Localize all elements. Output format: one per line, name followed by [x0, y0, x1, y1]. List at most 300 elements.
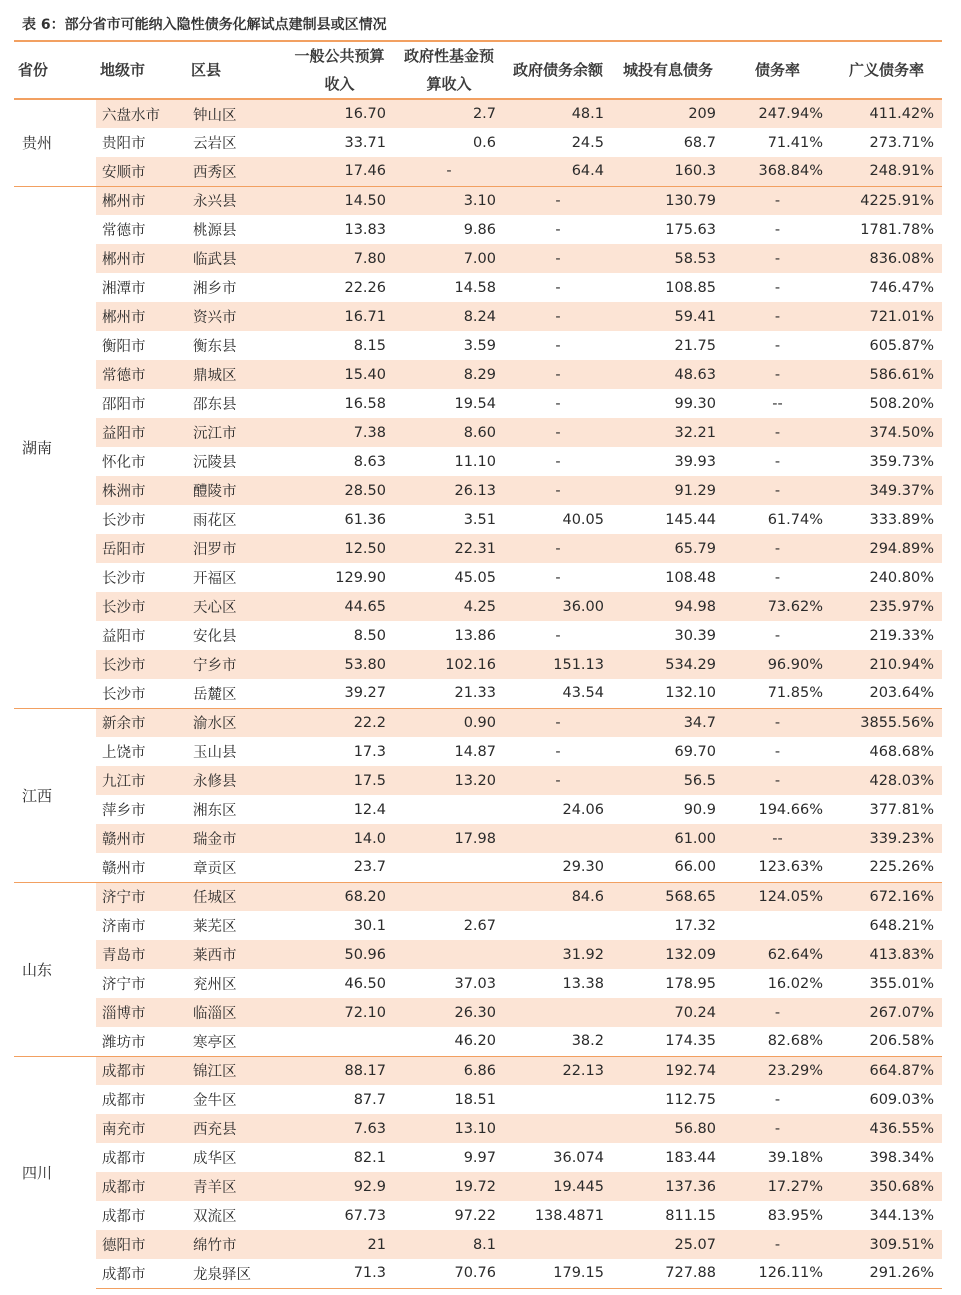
table-row	[14, 737, 942, 766]
general-budget-cell: 33.71	[344, 134, 386, 151]
province-cell: 四川	[14, 1056, 96, 1288]
broad-debt-ratio-cell: 508.20%	[869, 395, 934, 412]
gov-debt-cell	[504, 1230, 612, 1259]
general-budget-cell: 87.7	[353, 1091, 386, 1108]
general-budget-cell: 92.9	[285, 1172, 394, 1201]
fund-budget-cell	[394, 795, 504, 824]
city-cell: 九江市	[96, 766, 187, 795]
table-caption: 表 6：部分省市可能纳入隐性债务化解试点建制县或区情况	[22, 17, 387, 33]
province-cell: 山东	[14, 882, 96, 1056]
lgfv-debt-cell: 32.21	[612, 418, 724, 447]
county-cell: 醴陵市	[187, 476, 285, 505]
broad-debt-ratio-cell: 344.13%	[869, 1207, 934, 1224]
province-cell: 江西	[14, 708, 96, 882]
gov-debt-cell: 151.13	[504, 650, 612, 679]
county-cell: 临淄区	[187, 998, 285, 1027]
header-city: 地级市	[100, 61, 146, 79]
header-broad-debt-ratio: 广义债务率	[848, 61, 924, 79]
header-row	[14, 41, 942, 99]
city-cell: 长沙市	[96, 650, 187, 679]
debt-ratio-cell: 123.63%	[758, 859, 823, 876]
fund-budget-cell: 26.30	[394, 998, 504, 1027]
city-cell: 新余市	[96, 708, 187, 737]
general-budget-cell: 7.38	[285, 418, 394, 447]
debt-ratio-cell: -	[724, 302, 831, 331]
table-body	[14, 99, 942, 1288]
city-cell: 常德市	[102, 223, 146, 239]
general-budget-cell: 22.2	[285, 708, 394, 737]
general-budget-cell: 53.80	[285, 650, 394, 679]
broad-debt-ratio-cell: 664.87%	[831, 1056, 942, 1085]
county-cell: 湘东区	[193, 803, 237, 819]
general-budget-cell: 61.36	[344, 511, 386, 528]
city-cell: 上饶市	[102, 745, 146, 761]
lgfv-debt-cell: 183.44	[665, 1149, 716, 1166]
fund-budget-cell: 8.24	[394, 302, 504, 331]
county-cell: 任城区	[187, 882, 285, 911]
gov-debt-cell	[504, 998, 612, 1027]
gov-debt-cell: 84.6	[504, 882, 612, 911]
fund-budget-cell: 18.51	[454, 1091, 496, 1108]
header-province: 省份	[18, 61, 49, 79]
general-budget-cell: 16.70	[285, 99, 394, 128]
table-row	[14, 969, 942, 998]
province-cell: 湖南	[14, 186, 96, 708]
lgfv-debt-cell: 90.9	[683, 801, 716, 818]
debt-ratio-cell: 23.29%	[724, 1056, 831, 1085]
general-budget-cell: 68.20	[285, 882, 394, 911]
general-budget-cell: 12.4	[353, 801, 386, 818]
general-budget-cell: 44.65	[285, 592, 394, 621]
general-budget-cell: 16.71	[285, 302, 394, 331]
county-cell: 西充县	[187, 1114, 285, 1143]
table-row	[14, 1259, 942, 1288]
lgfv-debt-cell: 66.00	[674, 859, 716, 876]
city-cell: 济南市	[102, 919, 146, 935]
table-row	[14, 447, 942, 476]
city-cell: 成都市	[102, 1093, 146, 1109]
lgfv-debt-cell: 137.36	[612, 1172, 724, 1201]
fund-budget-cell: 46.20	[454, 1033, 496, 1050]
county-cell: 青羊区	[187, 1172, 285, 1201]
gov-debt-cell: -	[504, 708, 612, 737]
debt-ratio-cell: 73.62%	[724, 592, 831, 621]
debt-ratio-cell: -	[774, 453, 781, 470]
fund-budget-cell	[394, 940, 504, 969]
gov-debt-cell: -	[555, 221, 561, 238]
fund-budget-cell	[394, 882, 504, 911]
broad-debt-ratio-cell: 377.81%	[869, 801, 934, 818]
fund-budget-cell: 8.60	[394, 418, 504, 447]
gov-debt-cell: -	[555, 279, 561, 296]
lgfv-debt-cell: 61.00	[612, 824, 724, 853]
debt-ratio-cell: 368.84%	[724, 157, 831, 186]
gov-debt-cell: -	[504, 244, 612, 273]
county-cell: 资兴市	[187, 302, 285, 331]
table-row	[14, 824, 942, 853]
county-cell: 雨花区	[193, 513, 237, 529]
fund-budget-cell: 0.6	[472, 134, 496, 151]
city-cell: 安顺市	[96, 157, 187, 186]
table-row	[14, 302, 942, 331]
broad-debt-ratio-cell: 398.34%	[869, 1149, 934, 1166]
broad-debt-ratio-cell: 235.97%	[831, 592, 942, 621]
gov-debt-cell: -	[504, 186, 612, 215]
table-row	[14, 679, 942, 708]
gov-debt-cell: -	[504, 418, 612, 447]
general-budget-cell: 46.50	[344, 975, 386, 992]
gov-debt-cell	[504, 1114, 612, 1143]
header-general-budget: 一般公共预算收入	[294, 47, 385, 93]
header-lgfv-debt: 城投有息债务	[622, 61, 713, 79]
table-row	[14, 389, 942, 418]
fund-budget-cell	[394, 853, 504, 882]
debt-ratio-cell: 17.27%	[724, 1172, 831, 1201]
lgfv-debt-cell: 17.32	[674, 917, 716, 934]
general-budget-cell: 67.73	[344, 1207, 386, 1224]
fund-budget-cell: 17.98	[394, 824, 504, 853]
county-cell: 莱西市	[187, 940, 285, 969]
general-budget-cell: 72.10	[285, 998, 394, 1027]
broad-debt-ratio-cell: 203.64%	[869, 685, 934, 702]
table-row	[14, 911, 942, 940]
broad-debt-ratio-cell: 359.73%	[869, 453, 934, 470]
debt-ratio-cell: -	[774, 1091, 781, 1108]
county-cell: 莱芜区	[193, 919, 237, 935]
gov-debt-cell: 31.92	[504, 940, 612, 969]
table-row	[14, 128, 942, 157]
table-row	[14, 186, 942, 215]
county-cell: 衡东县	[193, 339, 237, 355]
broad-debt-ratio-cell: 413.83%	[831, 940, 942, 969]
table-row	[14, 940, 942, 969]
lgfv-debt-cell: 568.65	[612, 882, 724, 911]
county-cell: 宁乡市	[187, 650, 285, 679]
fund-budget-cell: 102.16	[394, 650, 504, 679]
fund-budget-cell: 7.00	[394, 244, 504, 273]
debt-ratio-cell: --	[724, 824, 831, 853]
fund-budget-cell: 3.59	[463, 337, 496, 354]
city-cell: 萍乡市	[102, 803, 146, 819]
gov-debt-cell: 36.00	[504, 592, 612, 621]
city-cell: 郴州市	[96, 186, 187, 215]
debt-ratio-cell: -	[774, 743, 781, 760]
city-cell: 成都市	[96, 1056, 187, 1085]
gov-debt-cell: 29.30	[562, 859, 604, 876]
city-cell: 益阳市	[102, 629, 146, 645]
lgfv-debt-cell: 160.3	[612, 157, 724, 186]
debt-ratio-cell	[724, 911, 831, 940]
county-cell: 开福区	[193, 571, 237, 587]
general-budget-cell: 88.17	[285, 1056, 394, 1085]
lgfv-debt-cell: 132.09	[612, 940, 724, 969]
gov-debt-cell: -	[555, 337, 561, 354]
general-budget-cell: 50.96	[285, 940, 394, 969]
table-row	[14, 1230, 942, 1259]
table-row	[14, 418, 942, 447]
table-row	[14, 795, 942, 824]
broad-debt-ratio-cell: 3855.56%	[831, 708, 942, 737]
table-row	[14, 1085, 942, 1114]
city-cell: 怀化市	[102, 455, 146, 471]
general-budget-cell: 39.27	[344, 685, 386, 702]
county-cell: 兖州区	[193, 977, 237, 993]
broad-debt-ratio-cell: 468.68%	[869, 743, 934, 760]
lgfv-debt-cell: 56.80	[612, 1114, 724, 1143]
gov-debt-cell: -	[504, 534, 612, 563]
city-cell: 长沙市	[102, 571, 146, 587]
county-cell: 永兴县	[187, 186, 285, 215]
table-row	[14, 1027, 942, 1056]
city-cell: 郴州市	[96, 302, 187, 331]
general-budget-cell: 17.3	[353, 743, 386, 760]
gov-debt-cell: -	[555, 743, 561, 760]
county-cell: 双流区	[193, 1209, 237, 1225]
general-budget-cell: 28.50	[285, 476, 394, 505]
debt-ratio-cell: -	[774, 569, 781, 586]
county-cell: 湘乡市	[193, 281, 237, 297]
general-budget-cell: 8.63	[353, 453, 386, 470]
table-row	[14, 273, 942, 302]
fund-budget-cell: 11.10	[454, 453, 496, 470]
fund-budget-cell: 26.13	[394, 476, 504, 505]
province-cell: 贵州	[14, 99, 96, 186]
header-county: 区县	[191, 61, 222, 79]
table-row	[14, 244, 942, 273]
county-cell: 汨罗市	[187, 534, 285, 563]
table-row	[14, 1143, 942, 1172]
city-cell: 成都市	[102, 1209, 146, 1225]
general-budget-cell: 7.80	[285, 244, 394, 273]
city-cell: 成都市	[96, 1259, 187, 1288]
city-cell: 长沙市	[96, 592, 187, 621]
city-cell: 济宁市	[96, 882, 187, 911]
county-cell: 西秀区	[187, 157, 285, 186]
general-budget-cell: 14.50	[285, 186, 394, 215]
county-cell: 金牛区	[193, 1093, 237, 1109]
gov-debt-cell: 64.4	[504, 157, 612, 186]
debt-ratio-cell: -	[724, 1230, 831, 1259]
fund-budget-cell: 13.10	[394, 1114, 504, 1143]
lgfv-debt-cell: 34.7	[612, 708, 724, 737]
debt-ratio-cell: 82.68%	[767, 1033, 823, 1050]
debt-ratio-cell: -	[774, 337, 781, 354]
debt-ratio-cell: -	[774, 221, 781, 238]
gov-debt-cell: -	[555, 395, 561, 412]
fund-budget-cell: 9.97	[463, 1149, 496, 1166]
lgfv-debt-cell: 58.53	[612, 244, 724, 273]
city-cell: 衡阳市	[102, 339, 146, 355]
broad-debt-ratio-cell: 309.51%	[831, 1230, 942, 1259]
city-cell: 益阳市	[96, 418, 187, 447]
broad-debt-ratio-cell: 350.68%	[831, 1172, 942, 1201]
broad-debt-ratio-cell: 374.50%	[831, 418, 942, 447]
broad-debt-ratio-cell: 721.01%	[831, 302, 942, 331]
debt-ratio-cell: 39.18%	[767, 1149, 823, 1166]
lgfv-debt-cell: 39.93	[674, 453, 716, 470]
city-cell: 济宁市	[102, 977, 146, 993]
broad-debt-ratio-cell: 4225.91%	[831, 186, 942, 215]
general-budget-cell: 17.46	[285, 157, 394, 186]
debt-ratio-cell: 83.95%	[767, 1207, 823, 1224]
table-row	[14, 534, 942, 563]
general-budget-cell: 13.83	[344, 221, 386, 238]
table-row	[14, 998, 942, 1027]
broad-debt-ratio-cell: 836.08%	[831, 244, 942, 273]
broad-debt-ratio-cell: 428.03%	[831, 766, 942, 795]
debt-ratio-cell: 124.05%	[724, 882, 831, 911]
header-fund-budget: 政府性基金预算收入	[403, 47, 494, 93]
header-debt-ratio: 债务率	[754, 61, 800, 79]
broad-debt-ratio-cell: 672.16%	[831, 882, 942, 911]
gov-debt-cell: 24.06	[562, 801, 604, 818]
city-cell: 株洲市	[96, 476, 187, 505]
broad-debt-ratio-cell: 355.01%	[869, 975, 934, 992]
table-row	[14, 215, 942, 244]
debt-ratio-cell: -	[774, 627, 781, 644]
general-budget-cell: 8.50	[353, 627, 386, 644]
fund-budget-cell: 2.67	[463, 917, 496, 934]
header-gov-debt: 政府债务余额	[512, 61, 603, 79]
fund-budget-cell: -	[394, 157, 504, 186]
general-budget-cell: 15.40	[285, 360, 394, 389]
city-cell: 贵阳市	[102, 136, 146, 152]
lgfv-debt-cell: 91.29	[612, 476, 724, 505]
fund-budget-cell: 8.1	[394, 1230, 504, 1259]
table-row	[14, 621, 942, 650]
table-row	[14, 476, 942, 505]
city-cell: 常德市	[96, 360, 187, 389]
gov-debt-cell: -	[555, 569, 561, 586]
broad-debt-ratio-cell: 225.26%	[869, 859, 934, 876]
city-cell: 邵阳市	[102, 397, 146, 413]
lgfv-debt-cell: 70.24	[612, 998, 724, 1027]
table-row	[14, 882, 942, 911]
county-cell: 玉山县	[193, 745, 237, 761]
broad-debt-ratio-cell: 267.07%	[831, 998, 942, 1027]
gov-debt-cell: 40.05	[562, 511, 604, 528]
broad-debt-ratio-cell: 1781.78%	[860, 221, 934, 238]
gov-debt-cell: 22.13	[504, 1056, 612, 1085]
county-cell: 沅江市	[187, 418, 285, 447]
table-row	[14, 99, 942, 128]
city-cell: 南充市	[96, 1114, 187, 1143]
fund-budget-cell: 4.25	[394, 592, 504, 621]
gov-debt-cell: 38.2	[571, 1033, 604, 1050]
fund-budget-cell: 14.58	[454, 279, 496, 296]
gov-debt-cell: -	[504, 476, 612, 505]
general-budget-cell: 30.1	[353, 917, 386, 934]
city-cell: 赣州市	[102, 860, 146, 877]
debt-ratio-cell: 71.85%	[767, 685, 823, 702]
lgfv-debt-cell: 130.79	[612, 186, 724, 215]
county-cell: 安化县	[193, 629, 237, 645]
lgfv-debt-cell: 59.41	[612, 302, 724, 331]
debt-ratio-cell: -	[724, 360, 831, 389]
broad-debt-ratio-cell: 746.47%	[869, 279, 934, 296]
city-cell: 德阳市	[96, 1230, 187, 1259]
county-cell: 章贡区	[193, 860, 237, 877]
county-cell: 寒亭区	[193, 1034, 237, 1051]
broad-debt-ratio-cell: 436.55%	[831, 1114, 942, 1143]
general-budget-cell: 22.26	[344, 279, 386, 296]
gov-debt-cell: 13.38	[562, 975, 604, 992]
lgfv-debt-cell: 192.74	[612, 1056, 724, 1085]
general-budget-cell	[285, 1027, 394, 1056]
general-budget-cell: 71.3	[285, 1259, 394, 1288]
lgfv-debt-cell: 30.39	[674, 627, 716, 644]
gov-debt-cell	[504, 911, 612, 940]
general-budget-cell: 129.90	[335, 569, 386, 586]
fund-budget-cell: 9.86	[463, 221, 496, 238]
city-cell: 六盘水市	[96, 99, 187, 128]
broad-debt-ratio-cell: 240.80%	[869, 569, 934, 586]
broad-debt-ratio-cell: 339.23%	[831, 824, 942, 853]
debt-ratio-cell: 16.02%	[767, 975, 823, 992]
fund-budget-cell: 13.20	[394, 766, 504, 795]
county-cell: 成华区	[193, 1151, 237, 1167]
table-row	[14, 1114, 942, 1143]
fund-budget-cell: 45.05	[454, 569, 496, 586]
city-cell: 湘潭市	[102, 281, 146, 297]
county-cell: 天心区	[187, 592, 285, 621]
city-cell: 淄博市	[96, 998, 187, 1027]
gov-debt-cell: 36.074	[553, 1149, 604, 1166]
fund-budget-cell: 97.22	[454, 1207, 496, 1224]
city-cell: 长沙市	[102, 686, 146, 703]
broad-debt-ratio-cell: 219.33%	[869, 627, 934, 644]
debt-ratio-cell: -	[724, 708, 831, 737]
debt-ratio-cell: -	[724, 998, 831, 1027]
county-cell: 沅陵县	[193, 455, 237, 471]
broad-debt-ratio-cell: 206.58%	[869, 1033, 934, 1050]
lgfv-debt-cell: 69.70	[674, 743, 716, 760]
county-cell: 永修县	[187, 766, 285, 795]
city-cell: 潍坊市	[102, 1034, 146, 1051]
lgfv-debt-cell: 132.10	[665, 685, 716, 702]
debt-ratio-cell: 247.94%	[724, 99, 831, 128]
county-cell: 云岩区	[193, 136, 237, 152]
debt-ratio-cell: 194.66%	[758, 801, 823, 818]
county-cell: 邵东县	[193, 397, 237, 413]
debt-ratio-cell: -	[724, 418, 831, 447]
city-cell: 长沙市	[102, 513, 146, 529]
lgfv-debt-cell: 178.95	[665, 975, 716, 992]
city-cell: 郴州市	[96, 244, 187, 273]
table-row	[14, 853, 942, 882]
broad-debt-ratio-cell: 648.21%	[869, 917, 934, 934]
general-budget-cell: 12.50	[285, 534, 394, 563]
table-row	[14, 766, 942, 795]
county-cell: 瑞金市	[187, 824, 285, 853]
county-cell: 岳麓区	[193, 686, 237, 703]
debt-ratio-cell: -	[724, 476, 831, 505]
gov-debt-cell: 43.54	[562, 685, 604, 702]
county-cell: 龙泉驿区	[187, 1259, 285, 1288]
table-row	[14, 1172, 942, 1201]
debt-ratio-cell: 62.64%	[724, 940, 831, 969]
lgfv-debt-cell: 68.7	[683, 134, 716, 151]
broad-debt-ratio-cell: 605.87%	[869, 337, 934, 354]
gov-debt-cell: 179.15	[504, 1259, 612, 1288]
table-row	[14, 157, 942, 186]
broad-debt-ratio-cell: 273.71%	[869, 134, 934, 151]
debt-ratio-cell: -	[724, 534, 831, 563]
broad-debt-ratio-cell: 333.89%	[869, 511, 934, 528]
general-budget-cell: 16.58	[344, 395, 386, 412]
fund-budget-cell: 13.86	[454, 627, 496, 644]
fund-budget-cell: 3.51	[463, 511, 496, 528]
